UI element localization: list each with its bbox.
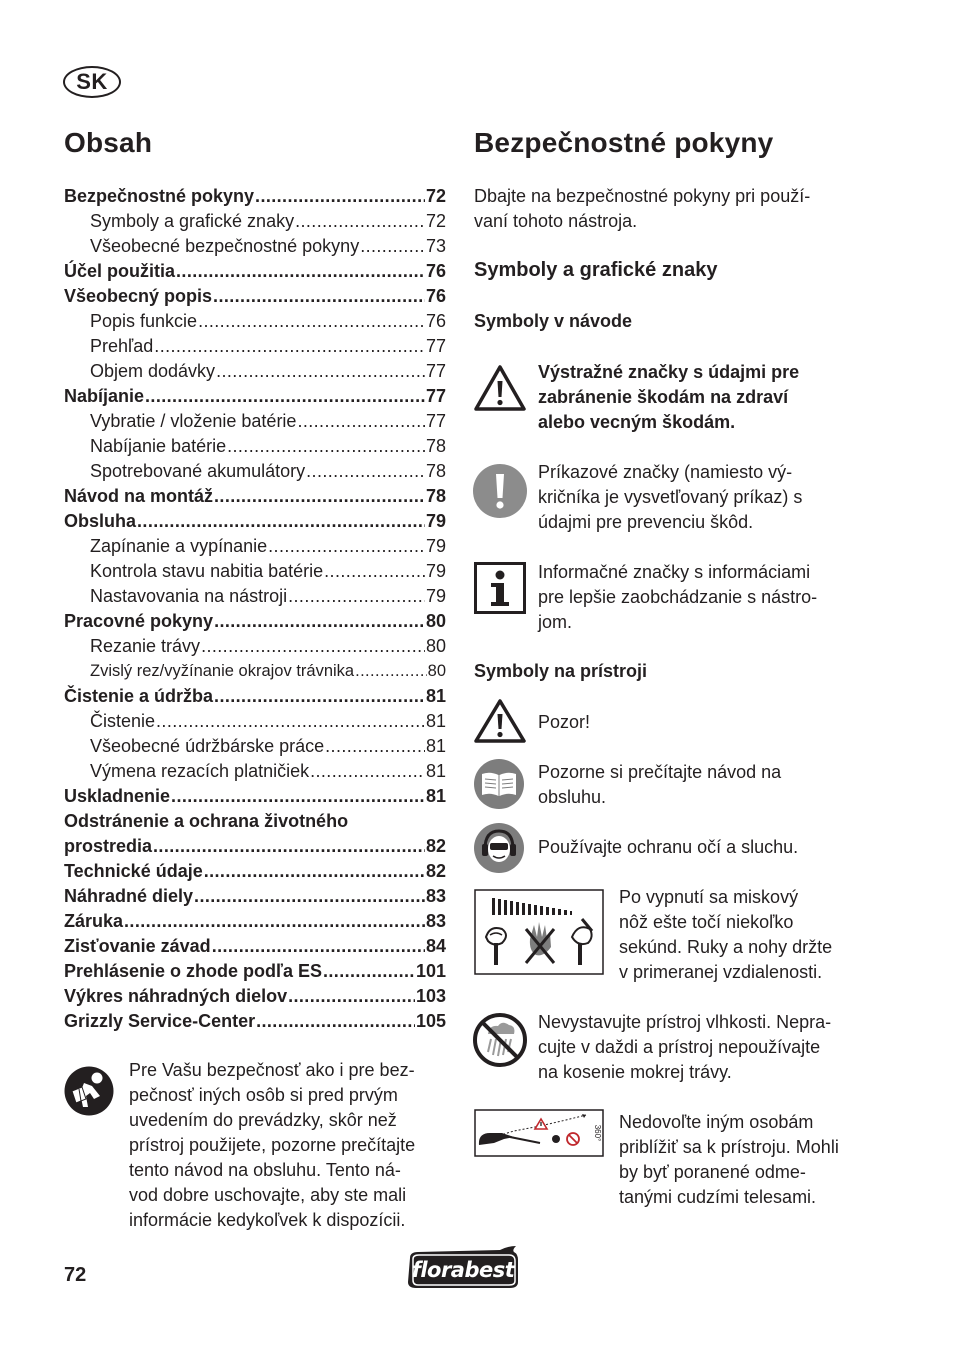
toc-entry-page: 83 xyxy=(425,911,446,931)
toc-leader-dots xyxy=(295,209,425,234)
toc-entry xyxy=(64,984,446,1009)
toc-entry xyxy=(64,634,446,659)
manual-symbols-heading: Symboly v návode xyxy=(474,311,633,331)
mandatory-sign-icon xyxy=(472,463,528,519)
mandatory-symbol-text: Príkazové značky (namiesto vý- kričníka je vysvetľovaný príkaz) s údajmi pre prevenciu škôd. xyxy=(538,462,803,532)
toc-leader-dots xyxy=(360,234,425,259)
info-sign-icon xyxy=(474,562,526,614)
toc-entry xyxy=(64,1009,446,1034)
toc-leader-dots xyxy=(124,909,425,934)
toc-leader-dots xyxy=(204,859,425,884)
toc-entry-label: Výmena rezacích platničiek xyxy=(90,761,310,781)
toc-entry-page: 77 xyxy=(425,386,446,406)
toc-entry-page: 79 xyxy=(425,561,446,581)
toc-entry-label: Spotrebované akumulátory xyxy=(90,461,306,481)
toc-entry xyxy=(64,209,446,234)
toc-leader-dots xyxy=(288,984,415,1009)
toc-leader-dots xyxy=(255,184,425,209)
toc-entry-label: Zvislý rez/vyžínanie okrajov trávnika xyxy=(90,662,355,680)
page-number: 72 xyxy=(64,1264,87,1286)
toc-entry-page: 80 xyxy=(427,662,446,680)
toc-entry-label-line1: Odstránenie a ochrana životného xyxy=(64,811,349,831)
toc-entry xyxy=(64,459,446,484)
toc-leader-dots xyxy=(156,709,425,734)
toc-entry-page: 78 xyxy=(425,486,446,506)
toc-entry xyxy=(64,509,446,534)
toc-leader-dots xyxy=(355,659,427,684)
toc-entry xyxy=(64,934,446,959)
toc-entry-label: Grizzly Service-Center xyxy=(64,1011,256,1031)
florabest-logo xyxy=(404,1244,522,1290)
toc-entry-page: 84 xyxy=(425,936,446,956)
toc-entry-page: 79 xyxy=(425,536,446,556)
caution-triangle-icon xyxy=(474,698,526,744)
toc-entry-label: Nabíjanie batérie xyxy=(90,436,227,456)
read-manual-icon xyxy=(64,1066,114,1116)
toc-entry-label: Nastavovania na nástroji xyxy=(90,586,288,606)
eye-ear-protection-icon xyxy=(473,822,525,874)
toc-entry-page: 76 xyxy=(425,261,446,281)
toc-entry-label: Bezpečnostné pokyny xyxy=(64,186,255,206)
toc-entry xyxy=(64,334,446,359)
toc-entry xyxy=(64,184,446,209)
toc-entry-label: Zapínanie a vypínanie xyxy=(90,536,268,556)
toc-entry-page: 79 xyxy=(425,511,446,531)
toc-entry-page: 77 xyxy=(425,336,446,356)
read-manual-text: Pozorne si prečítajte návod na obsluhu. xyxy=(538,762,782,807)
no-moisture-text: Nevystavujte prístroj vlhkosti. Nepra- cujte v daždi a prístroj nepoužívajte na kosenie mokrej trávy. xyxy=(538,1012,832,1082)
toc-entry-page: 78 xyxy=(425,461,446,481)
toc-entry-page: 81 xyxy=(425,786,446,806)
toc-entry-page: 81 xyxy=(425,711,446,731)
toc-entry xyxy=(64,734,446,759)
toc-entry-label: Vybratie / vloženie batérie xyxy=(90,411,297,431)
toc-entry xyxy=(64,234,446,259)
toc-leader-dots xyxy=(310,759,425,784)
toc-entry-page: 72 xyxy=(425,186,446,206)
toc-leader-dots xyxy=(306,459,425,484)
toc-leader-dots xyxy=(216,359,425,384)
toc-leader-dots xyxy=(201,634,425,659)
blade-runout-text: Po vypnutí sa miskový nôž ešte točí niekoľko sekúnd. Ruky a nohy držte v primeranej vzdialenosti. xyxy=(619,887,833,982)
toc-entry-label: Uskladnenie xyxy=(64,786,171,806)
toc-leader-dots xyxy=(137,509,425,534)
toc-leader-dots xyxy=(214,609,425,634)
toc-entry-label: Výkres náhradných dielov xyxy=(64,986,288,1006)
toc-entry xyxy=(64,859,446,884)
toc-entry-page: 79 xyxy=(425,586,446,606)
toc-entry xyxy=(64,834,446,859)
toc-entry-label-line2: prostredia xyxy=(64,836,153,856)
toc-entry-page: 77 xyxy=(425,361,446,381)
toc-entry-label: Pracovné pokyny xyxy=(64,611,214,631)
language-badge: SK xyxy=(63,66,121,98)
distance-label: 360° xyxy=(593,1124,602,1142)
toc-entry-label: Kontrola stavu nabitia batérie xyxy=(90,561,324,581)
toc-entry-label: Objem dodávky xyxy=(90,361,216,381)
reader-note: Pre Vašu bezpečnosť ako i pre bez- pečnosť iných osôb si pred prvým uvedením do prevádzky, skôr než prístroj použijete, pozorne prečítajte tento návod na obsluhu. Tento ná- vod dobre uschovajte, aby ste mali informácie kedykoľvek k dispozícii. xyxy=(129,1060,416,1230)
toc-entry xyxy=(64,559,446,584)
toc-entry xyxy=(64,309,446,334)
toc-entry-page: 78 xyxy=(425,436,446,456)
toc-leader-dots xyxy=(213,284,425,309)
toc-entry-label: Technické údaje xyxy=(64,861,203,881)
toc-leader-dots xyxy=(268,534,425,559)
toc-entry-page: 76 xyxy=(425,286,446,306)
device-symbols-heading: Symboly na prístroji xyxy=(474,661,648,681)
toc-leader-dots xyxy=(145,384,425,409)
toc-leader-dots xyxy=(171,784,425,809)
toc-entry-page: 105 xyxy=(415,1011,446,1031)
toc-entry-label: Zisťovanie závad xyxy=(64,936,211,956)
toc-leader-dots xyxy=(256,1009,415,1034)
toc-leader-dots xyxy=(325,734,425,759)
toc-entry-page: 77 xyxy=(425,411,446,431)
toc-entry-label: Nabíjanie xyxy=(64,386,145,406)
table-of-contents xyxy=(64,184,446,1034)
blade-runout-warning-icon xyxy=(474,889,604,975)
toc-leader-dots xyxy=(198,309,425,334)
toc-entry xyxy=(64,784,446,809)
symbols-heading: Symboly a grafické znaky xyxy=(474,259,718,281)
open-book-icon xyxy=(473,758,525,810)
toc-entry-page: 72 xyxy=(425,211,446,231)
toc-entry xyxy=(64,259,446,284)
toc-entry-page: 76 xyxy=(425,311,446,331)
toc-entry-label: Účel použitia xyxy=(64,261,176,281)
toc-entry-page: 83 xyxy=(425,886,446,906)
safety-title: Bezpečnostné pokyny xyxy=(474,127,774,158)
warning-symbol-text: Výstražné značky s údajmi pre zabránenie škodám na zdraví alebo vecným škodám. xyxy=(538,362,800,432)
toc-leader-dots xyxy=(153,834,425,859)
toc-leader-dots xyxy=(288,584,425,609)
toc-leader-dots xyxy=(227,434,425,459)
toc-leader-dots xyxy=(324,559,425,584)
toc-entry-label: Čistenie a údržba xyxy=(64,686,214,706)
toc-entry-label: Prehlásenie o zhode podľa ES xyxy=(64,961,322,981)
toc-leader-dots xyxy=(214,684,425,709)
toc-leader-dots xyxy=(194,884,425,909)
toc-entry xyxy=(64,959,446,984)
toc-leader-dots xyxy=(176,259,425,284)
toc-entry xyxy=(64,659,446,684)
toc-entry-page: 80 xyxy=(425,611,446,631)
toc-entry-label: Všeobecné bezpečnostné pokyny xyxy=(90,236,360,256)
toc-entry-label: Prehľad xyxy=(90,336,154,356)
toc-entry-label: Čistenie xyxy=(90,711,156,731)
eye-ear-protection-text: Používajte ochranu očí a sluchu. xyxy=(538,837,799,857)
logo-text: florabest xyxy=(411,1258,515,1282)
toc-entry-page: 80 xyxy=(425,636,446,656)
toc-entry xyxy=(64,759,446,784)
toc-entry xyxy=(64,384,446,409)
toc-entry xyxy=(64,709,446,734)
toc-entry-page: 101 xyxy=(415,961,446,981)
toc-entry-page: 82 xyxy=(425,836,446,856)
toc-entry-page: 73 xyxy=(425,236,446,256)
toc-entry xyxy=(64,909,446,934)
toc-entry xyxy=(64,434,446,459)
toc-entry xyxy=(64,534,446,559)
toc-entry xyxy=(64,484,446,509)
toc-entry xyxy=(64,284,446,309)
safety-intro: Dbajte na bezpečnostné pokyny pri použí- vaní tohoto nástroja. xyxy=(474,186,811,231)
toc-leader-dots xyxy=(297,409,425,434)
keep-bystanders-away-icon xyxy=(474,1109,604,1157)
toc-entry-label: Záruka xyxy=(64,911,124,931)
toc-entry xyxy=(64,584,446,609)
toc-entry-page: 82 xyxy=(425,861,446,881)
toc-entry-label: Všeobecný popis xyxy=(64,286,213,306)
info-symbol-text: Informačné značky s informáciami pre lepšie zaobchádzanie s nástro- jom. xyxy=(538,562,818,632)
caution-text: Pozor! xyxy=(538,712,591,732)
toc-entry-label: Náhradné diely xyxy=(64,886,194,906)
warning-triangle-icon xyxy=(474,364,526,412)
toc-title: Obsah xyxy=(64,127,153,158)
toc-entry xyxy=(64,609,446,634)
toc-entry-label: Rezanie trávy xyxy=(90,636,201,656)
toc-entry xyxy=(64,684,446,709)
no-rain-icon xyxy=(472,1012,528,1068)
toc-leader-dots xyxy=(323,959,415,984)
bystanders-text: Nedovoľte iným osobám priblížiť sa k prístroju. Mohli by byť poranené odme- tanými cudzími telesami. xyxy=(619,1112,839,1207)
toc-entry-label: Symboly a grafické znaky xyxy=(90,211,295,231)
toc-leader-dots xyxy=(214,484,425,509)
toc-entry-page: 81 xyxy=(425,736,446,756)
toc-entry xyxy=(64,409,446,434)
toc-leader-dots xyxy=(154,334,425,359)
toc-entry xyxy=(64,359,446,384)
toc-entry-label: Všeobecné údržbárske práce xyxy=(90,736,325,756)
toc-entry-label: Obsluha xyxy=(64,511,137,531)
toc-entry xyxy=(64,884,446,909)
toc-entry-page: 81 xyxy=(425,686,446,706)
toc-entry-page: 103 xyxy=(415,986,446,1006)
toc-entry-label: Návod na montáž xyxy=(64,486,214,506)
toc-leader-dots xyxy=(212,934,425,959)
toc-entry-label: Popis funkcie xyxy=(90,311,198,331)
toc-entry-page: 81 xyxy=(425,761,446,781)
